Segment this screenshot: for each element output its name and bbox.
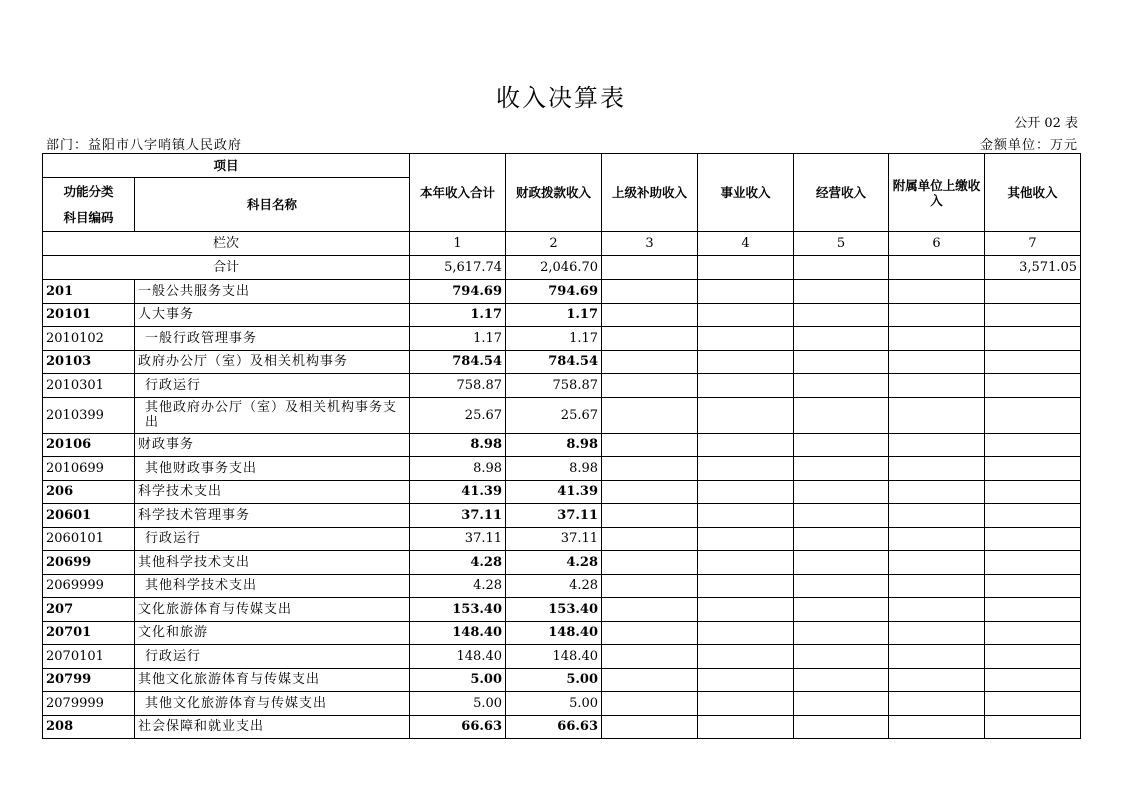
row-operating [794,527,889,551]
row-business [698,527,794,551]
row-total-income: 25.67 [410,397,506,433]
row-code: 2010699 [43,457,135,481]
total-row-operating [794,256,889,280]
row-fiscal: 37.11 [506,527,602,551]
row-other [985,350,1081,374]
table-row [43,457,1081,481]
row-superior [602,374,698,398]
row-superior [602,692,698,716]
row-superior [602,350,698,374]
row-affiliated [889,527,985,551]
header-project: 项目 [43,154,410,178]
row-operating [794,574,889,598]
header-total-income: 本年收入合计 [410,154,506,232]
row-business [698,621,794,645]
row-total-income: 4.28 [410,574,506,598]
column-number-7: 7 [985,232,1081,256]
row-total-income: 8.98 [410,457,506,481]
row-total-income: 758.87 [410,374,506,398]
row-fiscal: 1.17 [506,303,602,327]
row-code: 2079999 [43,692,135,716]
row-business [698,504,794,528]
row-other [985,374,1081,398]
row-total-income: 37.11 [410,504,506,528]
header-business: 事业收入 [698,154,794,232]
row-subject-name: 行政运行 [135,374,410,398]
row-affiliated [889,574,985,598]
header-other: 其他收入 [985,154,1081,232]
row-operating [794,303,889,327]
row-other [985,715,1081,739]
form-number: 公开 02 表 [1014,116,1078,131]
table-row [43,692,1081,716]
row-other [985,397,1081,433]
row-total-income: 153.40 [410,598,506,622]
row-other [985,551,1081,575]
table-row [43,504,1081,528]
total-row-fiscal: 2,046.70 [506,256,602,280]
row-total-income: 784.54 [410,350,506,374]
row-total-income: 4.28 [410,551,506,575]
row-operating [794,715,889,739]
row-code: 20701 [43,621,135,645]
row-business [698,457,794,481]
row-operating [794,551,889,575]
table-row [43,551,1081,575]
row-total-income: 794.69 [410,280,506,304]
row-code: 206 [43,480,135,504]
row-total-income: 148.40 [410,645,506,669]
row-other [985,692,1081,716]
row-superior [602,303,698,327]
row-other [985,504,1081,528]
row-total-income: 41.39 [410,480,506,504]
row-operating [794,621,889,645]
row-total-income: 8.98 [410,433,506,457]
header-fiscal: 财政拨款收入 [506,154,602,232]
column-number-label: 栏次 [43,232,410,256]
row-affiliated [889,504,985,528]
row-subject-name: 文化和旅游 [135,621,410,645]
row-fiscal: 25.67 [506,397,602,433]
row-total-income: 66.63 [410,715,506,739]
header-superior: 上级补助收入 [602,154,698,232]
column-number-3: 3 [602,232,698,256]
row-subject-name: 人大事务 [135,303,410,327]
row-total-income: 5.00 [410,692,506,716]
row-code: 2010102 [43,327,135,351]
row-fiscal: 4.28 [506,574,602,598]
row-business [698,433,794,457]
row-operating [794,350,889,374]
row-business [698,374,794,398]
row-operating [794,327,889,351]
row-operating [794,504,889,528]
row-affiliated [889,374,985,398]
row-code: 2069999 [43,574,135,598]
table-row [43,433,1081,457]
table-row [43,374,1081,398]
header-func-code-line2: 科目编码 [63,209,114,225]
row-affiliated [889,598,985,622]
row-superior [602,327,698,351]
row-operating [794,480,889,504]
income-table [42,153,1081,739]
row-business [698,645,794,669]
row-fiscal: 66.63 [506,715,602,739]
unit-label: 金额单位：万元 [979,138,1078,153]
row-code: 2010399 [43,397,135,433]
table-row [43,645,1081,669]
row-business [698,280,794,304]
row-operating [794,280,889,304]
table-row [43,350,1081,374]
row-superior [602,621,698,645]
row-fiscal: 41.39 [506,480,602,504]
row-code: 208 [43,715,135,739]
row-other [985,527,1081,551]
row-code: 2070101 [43,645,135,669]
row-subject-name: 科学技术支出 [135,480,410,504]
row-subject-name: 其他文化旅游体育与传媒支出 [135,668,410,692]
total-row-superior [602,256,698,280]
row-superior [602,433,698,457]
row-affiliated [889,668,985,692]
row-subject-name: 行政运行 [135,645,410,669]
row-business [698,692,794,716]
row-operating [794,692,889,716]
row-superior [602,715,698,739]
row-business [698,397,794,433]
header-operating: 经营收入 [794,154,889,232]
row-subject-name: 其他科学技术支出 [135,574,410,598]
row-fiscal: 37.11 [506,504,602,528]
row-other [985,303,1081,327]
row-operating [794,397,889,433]
row-fiscal: 784.54 [506,350,602,374]
row-other [985,645,1081,669]
table-row [43,280,1081,304]
row-code: 201 [43,280,135,304]
page-title: 收入决算表 [496,84,626,112]
row-subject-name: 其他财政事务支出 [135,457,410,481]
table-row [43,598,1081,622]
department-label: 部门：益阳市八字哨镇人民政府 [46,138,243,153]
row-other [985,621,1081,645]
row-affiliated [889,350,985,374]
row-other [985,574,1081,598]
row-business [698,668,794,692]
row-business [698,598,794,622]
column-number-2: 2 [506,232,602,256]
row-code: 20799 [43,668,135,692]
total-row-label: 合计 [43,256,410,280]
table-row [43,527,1081,551]
row-operating [794,374,889,398]
row-subject-name: 财政事务 [135,433,410,457]
row-fiscal: 4.28 [506,551,602,575]
row-business [698,350,794,374]
row-subject-name: 其他政府办公厅（室）及相关机构事务支出 [135,397,410,433]
row-fiscal: 5.00 [506,668,602,692]
row-superior [602,397,698,433]
header-func-code-line1: 功能分类 [63,183,114,199]
header-subject-name: 科目名称 [135,178,410,232]
row-operating [794,645,889,669]
table-row [43,621,1081,645]
row-subject-name: 一般行政管理事务 [135,327,410,351]
row-subject-name: 政府办公厅（室）及相关机构事务 [135,350,410,374]
table-row [43,480,1081,504]
row-business [698,327,794,351]
row-code: 20601 [43,504,135,528]
row-affiliated [889,715,985,739]
row-total-income: 1.17 [410,303,506,327]
row-other [985,598,1081,622]
table-row [43,574,1081,598]
row-fiscal: 5.00 [506,692,602,716]
row-affiliated [889,303,985,327]
total-row-affiliated [889,256,985,280]
row-operating [794,668,889,692]
row-other [985,480,1081,504]
row-superior [602,480,698,504]
row-business [698,480,794,504]
row-business [698,551,794,575]
row-subject-name: 科学技术管理事务 [135,504,410,528]
total-row-other: 3,571.05 [985,256,1081,280]
table-row [43,668,1081,692]
row-fiscal: 153.40 [506,598,602,622]
row-affiliated [889,397,985,433]
row-affiliated [889,621,985,645]
total-row-income: 5,617.74 [410,256,506,280]
row-affiliated [889,551,985,575]
row-other [985,457,1081,481]
row-business [698,715,794,739]
column-number-6: 6 [889,232,985,256]
row-fiscal: 8.98 [506,457,602,481]
row-affiliated [889,457,985,481]
row-total-income: 148.40 [410,621,506,645]
header-affiliated: 附属单位上缴收入 [889,154,985,232]
row-total-income: 1.17 [410,327,506,351]
row-code: 20101 [43,303,135,327]
row-subject-name: 文化旅游体育与传媒支出 [135,598,410,622]
row-fiscal: 794.69 [506,280,602,304]
column-number-5: 5 [794,232,889,256]
row-business [698,303,794,327]
row-other [985,280,1081,304]
row-affiliated [889,645,985,669]
header-func-code [43,178,135,232]
row-business [698,574,794,598]
table-row [43,397,1081,433]
row-code: 20103 [43,350,135,374]
row-operating [794,433,889,457]
row-subject-name: 行政运行 [135,527,410,551]
row-superior [602,574,698,598]
row-affiliated [889,433,985,457]
table-row [43,715,1081,739]
row-superior [602,280,698,304]
row-total-income: 5.00 [410,668,506,692]
row-other [985,433,1081,457]
row-superior [602,645,698,669]
table-row [43,327,1081,351]
row-superior [602,598,698,622]
row-superior [602,527,698,551]
row-other [985,327,1081,351]
row-code: 20106 [43,433,135,457]
row-other [985,668,1081,692]
row-affiliated [889,692,985,716]
row-superior [602,457,698,481]
row-code: 207 [43,598,135,622]
row-superior [602,551,698,575]
row-affiliated [889,280,985,304]
row-superior [602,504,698,528]
row-subject-name: 一般公共服务支出 [135,280,410,304]
row-code: 2010301 [43,374,135,398]
row-code: 20699 [43,551,135,575]
row-fiscal: 1.17 [506,327,602,351]
row-operating [794,457,889,481]
row-subject-name: 社会保障和就业支出 [135,715,410,739]
row-subject-name: 其他文化旅游体育与传媒支出 [135,692,410,716]
row-affiliated [889,327,985,351]
table-row [43,303,1081,327]
row-fiscal: 758.87 [506,374,602,398]
row-code: 2060101 [43,527,135,551]
column-number-4: 4 [698,232,794,256]
row-operating [794,598,889,622]
row-fiscal: 148.40 [506,645,602,669]
column-number-1: 1 [410,232,506,256]
row-superior [602,668,698,692]
row-fiscal: 8.98 [506,433,602,457]
row-affiliated [889,480,985,504]
row-subject-name: 其他科学技术支出 [135,551,410,575]
total-row-business [698,256,794,280]
row-total-income: 37.11 [410,527,506,551]
row-fiscal: 148.40 [506,621,602,645]
